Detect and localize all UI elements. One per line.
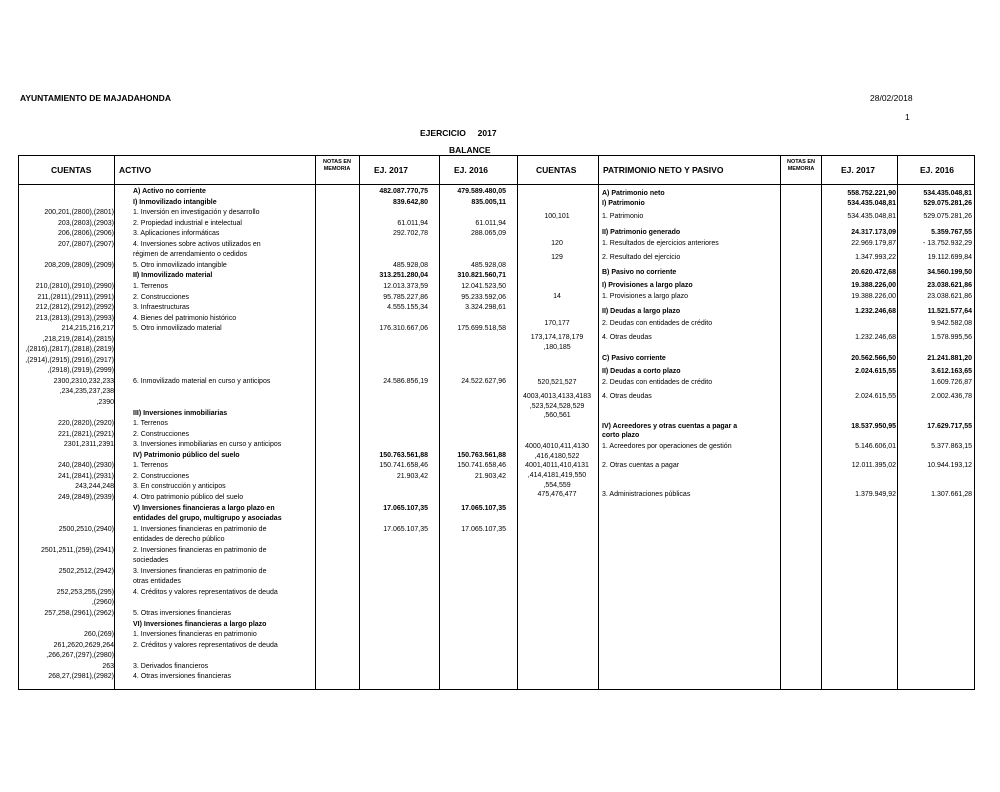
table-row-value-2017: 313.251.280,04 bbox=[379, 272, 428, 280]
table-row-value-2016: 1.578.995,56 bbox=[931, 334, 972, 341]
table-row-cuentas: 260,(269) bbox=[84, 631, 114, 639]
table-row-value-2016: 5.377.863,15 bbox=[931, 443, 972, 450]
table-row-label: 1. Inversiones financieras en patrimonio de bbox=[133, 525, 267, 533]
table-row-value-2017: 5.146.606,01 bbox=[855, 443, 896, 450]
table-row-label: IV) Patrimonio público del suelo bbox=[133, 451, 240, 459]
table-row-value-2016: 24.522.627,96 bbox=[461, 377, 506, 385]
table-row-label: 1. Inversiones financieras en patrimonio bbox=[133, 631, 257, 639]
col-divider bbox=[114, 156, 115, 689]
table-row-value-2017: 17.065.107,35 bbox=[383, 504, 428, 512]
table-row-cuentas: 208,209,(2809),(2909) bbox=[44, 261, 114, 269]
table-row-value-2016: 175.699.518,58 bbox=[457, 325, 506, 333]
table-row-label: 2. Construcciones bbox=[133, 472, 190, 480]
table-row-label: 4. Otras deudas bbox=[602, 334, 652, 341]
table-row-label: 2. Resultado del ejercicio bbox=[602, 254, 681, 261]
table-row-cuentas: 2501,2511,(259),(2941) bbox=[40, 546, 114, 554]
col-notas: NOTAS EN MEMORIA bbox=[322, 159, 351, 172]
table-row-cuentas: 220,(2820),(2920) bbox=[57, 420, 114, 428]
table-row-label: 4. Otras deudas bbox=[602, 393, 652, 400]
table-row-cuentas: 2301,2311,2391 bbox=[63, 441, 114, 449]
table-row-value-2017: 19.388.226,00 bbox=[851, 293, 896, 300]
table-row-value-2016: 95.233.592,06 bbox=[461, 293, 506, 301]
table-row-cuentas: 263 bbox=[102, 662, 114, 670]
col-ej2016: EJ. 2016 bbox=[454, 165, 489, 175]
table-row-value-2017: 150.741.658,46 bbox=[379, 462, 428, 470]
table-row-label: 5. Otras inversiones financieras bbox=[133, 610, 232, 617]
table-row-cuentas: 170,177 bbox=[544, 320, 570, 327]
table-row-value-2016: 150.741.658,46 bbox=[457, 462, 506, 470]
table-row-cuentas: 240,(2840),(2930) bbox=[57, 462, 114, 470]
table-row-cuentas: 2300,2310,232,233 bbox=[53, 377, 114, 385]
table-row-value-2017: 20.620.472,68 bbox=[851, 269, 896, 276]
table-row-cuentas: 221,(2821),(2921) bbox=[57, 430, 114, 438]
table-row-value-2017: 24.586.856,19 bbox=[383, 377, 428, 385]
table-row-value-2017: 2.024.615,55 bbox=[855, 393, 896, 400]
col-divider bbox=[517, 156, 518, 689]
table-row-label: 4. Inversiones sobre activos utilizados en bbox=[133, 240, 261, 248]
col-cuentas: CUENTAS bbox=[51, 165, 92, 175]
table-row-value-2017: 1.347.993,22 bbox=[855, 254, 896, 261]
table-row-value-2016: 34.560.199,50 bbox=[927, 269, 972, 276]
table-row-cuentas: 213,(2813),(2913),(2993) bbox=[35, 314, 114, 322]
table-row-value-2016: 479.589.480,05 bbox=[457, 188, 506, 195]
table-row-label: régimen de arrendamiento o cedidos bbox=[133, 251, 248, 259]
table-row-cuentas: 212,(2812),(2912),(2992) bbox=[35, 304, 114, 312]
table-row-value-2016: 1.307.661,28 bbox=[931, 491, 972, 498]
table-row-label: 1. Patrimonio bbox=[602, 213, 644, 220]
table-row-label: III) Inversiones inmobiliarias bbox=[133, 409, 228, 417]
table-row-label: sociedades bbox=[133, 557, 169, 565]
table-row-cuentas: 120 bbox=[551, 240, 563, 247]
table-row-value-2016: 11.521.577,64 bbox=[927, 308, 972, 315]
exercise-title bbox=[420, 128, 497, 138]
table-row-cuentas: ,234,235,237,238 bbox=[59, 388, 114, 396]
table-row-cuentas: ,218,219,(2814),(2815) bbox=[42, 335, 114, 343]
table-row-label: II) Deudas a corto plazo bbox=[602, 368, 681, 375]
table-row-value-2017: 21.903,42 bbox=[396, 472, 428, 480]
col-divider bbox=[598, 156, 599, 689]
table-row-cuentas: 4000,4010,411,4130 bbox=[525, 443, 589, 450]
table-row-value-2017: 1.379.949,92 bbox=[855, 491, 896, 498]
table-row-value-2016: 835.005,11 bbox=[471, 198, 506, 206]
table-row-cuentas: 210,(2810),(2910),(2990) bbox=[35, 282, 114, 290]
table-row-label: II) Inmovilizado material bbox=[133, 272, 213, 280]
table-row-cuentas: ,416,4180,522 bbox=[534, 453, 580, 460]
table-row-value-2017: 61.011,94 bbox=[397, 219, 428, 227]
table-row-value-2016: 529.075.281,26 bbox=[923, 213, 972, 220]
table-row-value-2016: 485.928,08 bbox=[470, 261, 506, 269]
table-row-label: 4. Bienes del patrimonio histórico bbox=[133, 314, 237, 322]
table-row-label: IV) Acreedores y otras cuentas a pagar a bbox=[602, 423, 738, 430]
table-row-cuentas: 214,215,216,217 bbox=[61, 325, 114, 333]
table-row-value-2016: 288.065,09 bbox=[470, 230, 506, 238]
table-row-label: 1. Resultados de ejercicios anteriores bbox=[602, 240, 719, 247]
table-row-cuentas: 206,(2806),(2906) bbox=[57, 230, 114, 238]
report-title: BALANCE bbox=[449, 145, 491, 155]
table-row-label: I) Patrimonio bbox=[602, 200, 645, 207]
table-row-cuentas: ,414,4181,419,550 bbox=[527, 472, 587, 479]
col-divider bbox=[780, 156, 781, 689]
table-row-value-2016: 3.324.298,61 bbox=[465, 304, 506, 312]
exercise-year: 2017 bbox=[477, 128, 497, 138]
table-row-cuentas: ,560,561 bbox=[543, 412, 571, 419]
table-row-value-2016: - 13.752.932,29 bbox=[922, 240, 972, 247]
table-row-cuentas: ,554,559 bbox=[543, 482, 571, 489]
table-row-value-2017: 12.013.373,59 bbox=[383, 282, 428, 290]
table-row-label: entidades del grupo, multigrupo y asociadas bbox=[133, 515, 282, 523]
table-row-cuentas: ,523,524,528,529 bbox=[529, 403, 585, 410]
table-row-cuentas: ,(2816),(2817),(2818),(2819) bbox=[25, 346, 114, 354]
table-row-label: 1. Terrenos bbox=[133, 462, 168, 470]
table-row-label: 4. Otras inversiones financieras bbox=[133, 673, 232, 681]
table-row-label: C) Pasivo corriente bbox=[602, 355, 666, 362]
table-row-cuentas: 2500,2510,(2940) bbox=[58, 525, 114, 533]
report-date: 28/02/2018 bbox=[870, 93, 913, 103]
table-row-value-2017: 150.763.561,88 bbox=[379, 451, 428, 459]
table-row-value-2017: 24.317.173,09 bbox=[851, 229, 896, 236]
table-row-label: 2. Propiedad industrial e intelectual bbox=[133, 219, 242, 227]
table-row-value-2016: 3.612.163,65 bbox=[931, 368, 972, 375]
table-row-value-2016: 21.903,42 bbox=[474, 472, 506, 480]
table-row-label: V) Inversiones financieras a largo plazo en bbox=[133, 504, 275, 512]
table-row-label: 3. Aplicaciones informáticas bbox=[133, 230, 220, 238]
table-row-label: 4. Otro patrimonio público del suelo bbox=[133, 493, 244, 501]
table-row-value-2016: 5.359.767,55 bbox=[931, 229, 972, 236]
table-row-label: 3. Administraciones públicas bbox=[602, 491, 691, 498]
organization-name: AYUNTAMIENTO DE MAJADAHONDA bbox=[20, 93, 171, 103]
table-row-value-2016: 61.011,94 bbox=[475, 219, 506, 227]
table-row-value-2017: 292.702,78 bbox=[392, 230, 428, 238]
table-row-value-2016: 1.609.726,87 bbox=[931, 379, 972, 386]
table-row-value-2017: 4.555.155,34 bbox=[387, 304, 428, 312]
table-row-cuentas: 100,101 bbox=[544, 213, 570, 220]
table-row-value-2017: 558.752.221,90 bbox=[847, 190, 896, 197]
col-pasivo: PATRIMONIO NETO Y PASIVO bbox=[603, 165, 724, 175]
page-number: 1 bbox=[905, 112, 910, 122]
table-row-cuentas: ,(2914),(2915),(2916),(2917) bbox=[25, 356, 114, 364]
table-row-cuentas: ,(2918),(2919),(2999) bbox=[47, 367, 114, 375]
table-row-value-2017: 534.435.048,81 bbox=[847, 200, 896, 207]
table-row-cuentas: 211,(2811),(2911),(2991) bbox=[37, 293, 114, 301]
table-row-value-2016: 12.041.523,50 bbox=[461, 282, 506, 290]
table-row-value-2017: 17.065.107,35 bbox=[383, 525, 428, 533]
table-row-cuentas: 243,244,248 bbox=[75, 483, 114, 491]
table-row-value-2017: 485.928,08 bbox=[392, 261, 428, 269]
table-row-value-2017: 1.232.246,68 bbox=[855, 308, 896, 315]
table-row-value-2016: 150.763.561,88 bbox=[457, 451, 506, 459]
table-row-value-2016: 2.002.436,78 bbox=[931, 393, 972, 400]
table-row-cuentas: 249,(2849),(2939) bbox=[57, 493, 114, 501]
table-row-label: VI) Inversiones financieras a largo plazo bbox=[133, 620, 267, 628]
col-ej2017-pasivo: EJ. 2017 bbox=[841, 165, 876, 175]
table-row-label: 1. Terrenos bbox=[133, 420, 168, 428]
table-row-cuentas: ,180,185 bbox=[543, 344, 571, 351]
table-row-label: 2. Otras cuentas a pagar bbox=[602, 462, 680, 469]
table-row-label: 3. En construcción y anticipos bbox=[133, 483, 226, 491]
table-row-cuentas: 252,253,255,(295) bbox=[56, 588, 114, 596]
table-row-value-2016: 23.038.621,86 bbox=[927, 282, 972, 289]
table-row-label: 1. Provisiones a largo plazo bbox=[602, 293, 688, 300]
col-notas-pasivo: NOTAS EN MEMORIA bbox=[786, 159, 815, 172]
table-row-value-2017: 12.011.395,02 bbox=[851, 462, 896, 469]
table-row-label: B) Pasivo no corriente bbox=[602, 269, 677, 276]
col-ej2017: EJ. 2017 bbox=[374, 165, 409, 175]
table-row-cuentas: 173,174,178,179 bbox=[530, 334, 584, 341]
table-row-cuentas: 207,(2807),(2907) bbox=[57, 240, 114, 248]
table-row-cuentas: 200,201,(2800),(2801) bbox=[44, 209, 114, 217]
table-row-cuentas: 14 bbox=[553, 293, 561, 300]
table-row-label: 1. Inversión en investigación y desarrollo bbox=[133, 209, 260, 217]
table-row-cuentas: 129 bbox=[551, 254, 563, 261]
table-row-value-2017: 22.969.179,87 bbox=[851, 240, 896, 247]
table-header bbox=[19, 156, 974, 185]
table-row-label: 3. Inversiones financieras en patrimonio de bbox=[133, 567, 267, 575]
table-row-value-2016: 21.241.881,20 bbox=[927, 355, 972, 362]
table-row-cuentas: 203,(2803),(2903) bbox=[57, 219, 114, 227]
table-row-label: 4. Créditos y valores representativos de deuda bbox=[133, 588, 278, 596]
table-row-cuentas: 241,(2841),(2931) bbox=[57, 472, 114, 480]
table-row-value-2017: 1.232.246,68 bbox=[855, 334, 896, 341]
table-row-label: 6. Inmovilizado material en curso y anticipos bbox=[133, 377, 271, 385]
table-row-value-2016: 17.629.717,55 bbox=[927, 423, 972, 430]
table-row-value-2016: 19.112.699,84 bbox=[927, 254, 972, 261]
table-row-label: 1. Acreedores por operaciones de gestión bbox=[602, 443, 732, 450]
col-ej2016-pasivo: EJ. 2016 bbox=[920, 165, 955, 175]
table-row-cuentas: 257,258,(2961),(2962) bbox=[44, 610, 114, 617]
table-row-value-2017: 2.024.615,55 bbox=[855, 368, 896, 375]
table-row-cuentas: 2502,2512,(2942) bbox=[58, 567, 114, 575]
table-row-cuentas: ,2390 bbox=[96, 399, 114, 406]
table-row-cuentas: 475,476,477 bbox=[537, 491, 577, 498]
table-row-value-2016: 9.942.582,08 bbox=[931, 320, 972, 327]
col-activo: ACTIVO bbox=[119, 165, 152, 175]
table-row-label: 2. Deudas con entidades de crédito bbox=[602, 320, 713, 327]
table-row-label: 5. Otro inmovilizado intangible bbox=[133, 261, 227, 269]
table-row-value-2017: 95.785.227,86 bbox=[383, 293, 428, 301]
table-row-label: 2. Deudas con entidades de crédito bbox=[602, 379, 713, 386]
table-row-cuentas: ,(2960) bbox=[91, 599, 114, 607]
table-row-cuentas: 268,27,(2981),(2982) bbox=[48, 673, 114, 681]
table-row-label: 2. Inversiones financieras en patrimonio de bbox=[133, 546, 267, 554]
table-row-value-2016: 10.944.193,12 bbox=[927, 462, 972, 469]
table-row-label: 3. Infraestructuras bbox=[133, 304, 190, 312]
table-row-value-2017: 19.388.226,00 bbox=[851, 282, 896, 289]
col-cuentas-pasivo: CUENTAS bbox=[536, 165, 577, 175]
table-row-label: 5. Otro inmovilizado material bbox=[133, 325, 222, 333]
table-row-cuentas: ,266,267,(297),(2980) bbox=[46, 652, 114, 660]
table-row-label: I) Provisiones a largo plazo bbox=[602, 282, 693, 289]
table-row-value-2016: 17.065.107,35 bbox=[461, 525, 506, 533]
table-row-cuentas: 4001,4011,410,4131 bbox=[525, 462, 589, 469]
table-row-label: corto plazo bbox=[602, 432, 640, 439]
table-row-label: 1. Terrenos bbox=[133, 282, 168, 290]
table-row-cuentas: 261,2620,2629,264 bbox=[53, 641, 114, 649]
table-row-value-2017: 176.310.667,06 bbox=[379, 325, 428, 333]
table-row-value-2016: 534.435.048,81 bbox=[923, 190, 972, 197]
table-row-value-2017: 482.087.770,75 bbox=[379, 188, 428, 195]
col-divider bbox=[315, 156, 316, 689]
table-row-value-2016: 17.065.107,35 bbox=[461, 504, 506, 512]
table-row-label: I) Inmovilizado intangible bbox=[133, 198, 217, 206]
table-row-value-2017: 18.537.950,95 bbox=[851, 423, 896, 430]
table-row-label: 2. Construcciones bbox=[133, 293, 190, 301]
table-row-label: II) Deudas a largo plazo bbox=[602, 308, 681, 315]
table-row-cuentas: 4003,4013,4133,4183 bbox=[522, 393, 592, 400]
exercise-label: EJERCICIO bbox=[420, 128, 466, 138]
table-row-cuentas: 520,521,527 bbox=[537, 379, 577, 386]
table-row-label: 2. Construcciones bbox=[133, 430, 190, 438]
table-row-value-2016: 529.075.281,26 bbox=[923, 200, 972, 207]
table-row-value-2017: 839.642,80 bbox=[392, 198, 428, 206]
table-row-label: 3. Inversiones inmobiliarias en curso y anticipos bbox=[133, 441, 282, 449]
table-row-label: A) Activo no corriente bbox=[133, 188, 206, 195]
table-row-value-2017: 534.435.048,81 bbox=[847, 213, 896, 220]
table-row-label: otras entidades bbox=[133, 578, 181, 586]
table-row-label: entidades de derecho público bbox=[133, 536, 225, 544]
table-row-value-2016: 23.038.621,86 bbox=[927, 293, 972, 300]
table-row-value-2016: 310.821.560,71 bbox=[457, 272, 506, 280]
table-row-label: 3. Derivados financieros bbox=[133, 662, 209, 670]
table-row-label: 2. Créditos y valores representativos de deuda bbox=[133, 641, 278, 649]
table-row-label: II) Patrimonio generado bbox=[602, 229, 681, 236]
table-row-label: A) Patrimonio neto bbox=[602, 190, 665, 197]
table-row-value-2017: 20.562.566,50 bbox=[851, 355, 896, 362]
